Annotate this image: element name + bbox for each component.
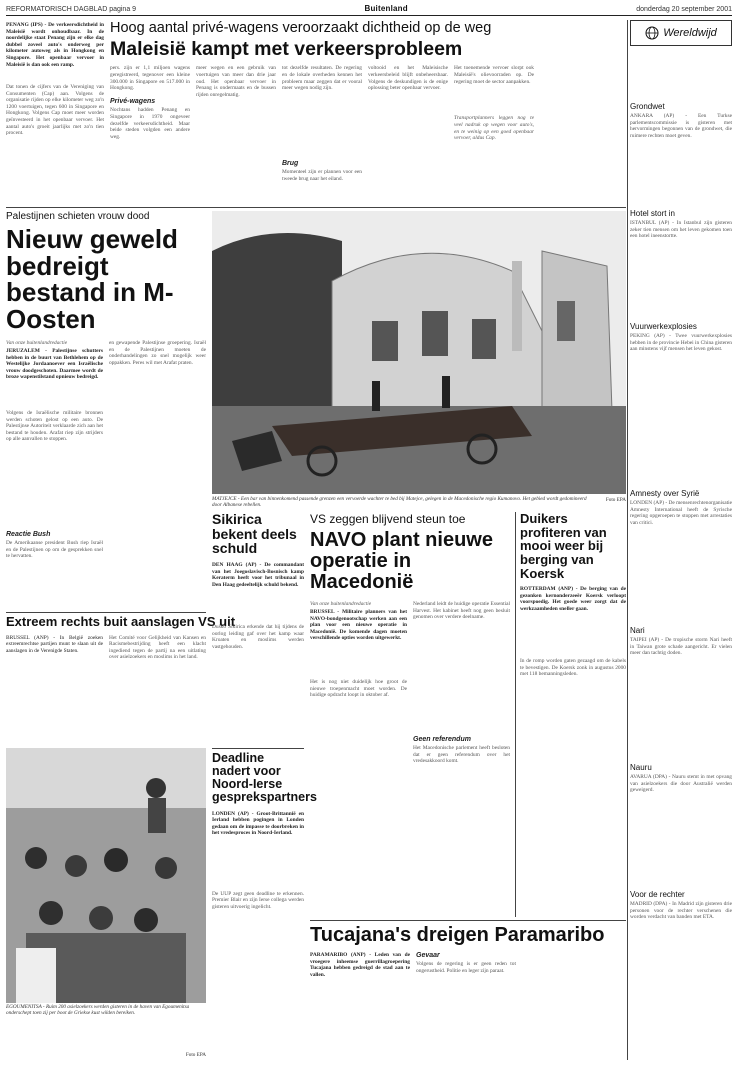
article-body: meer wegen en een gebruik van voertuigen van meer dan drie jaar oud. Het openbaar vervoer in Penang is ondermaats en de bussen rijden onregelmatig. (196, 65, 276, 98)
section-title: Buitenland (364, 4, 408, 13)
article-body: De Amerikaanse president Bush riep Israël en de Palestijnen op om de gesprekken snel te hervatten. (6, 540, 103, 560)
page-header (6, 2, 732, 16)
article-body: Volgens de regering is er geen reden tot ongerustheid. Politie en leger zijn paraat. (416, 961, 516, 974)
article-body: Het is nog niet duidelijk hoe groot de nieuwe troepenmacht moet worden. De huidige opdracht loopt in oktober af. (310, 679, 407, 699)
article-sikirica (212, 512, 304, 744)
article-navo (310, 512, 510, 917)
article-kicker: VS zeggen blijvend steun toe (310, 512, 466, 526)
wereldwijd-item-text: MADRID (DPA) - In Madrid zijn gisteren drie personen voor de rechter verschenen die worden verdacht van banden met ETA. (630, 901, 732, 921)
page-date: donderdag 20 september 2001 (636, 6, 732, 13)
article-deadline (212, 751, 317, 1052)
article-headline: Duikers profiteren van mooi weer bij berging van Koersk (520, 511, 607, 581)
main-photo-caption-block (212, 495, 626, 509)
article-body: In de romp worden gaten gezaagd om de kabels te bevestigen. De Koersk zonk in augustus 2000 met 118 bemanningsleden. (520, 658, 626, 678)
article-headline: Extreem rechts buit aanslagen VS uit (6, 614, 236, 629)
article-subhead: Brug (282, 160, 299, 168)
article-body: pers. zijn er 1,1 miljoen wagens geregistreerd, tegenover een kleine 300.000 in Singapore en 517.000 in Hongkong. (110, 65, 190, 92)
article-headline: Deadline nadert voor Noord-Ierse gesprekspartners (212, 751, 317, 805)
wereldwijd-item-head: Grondwet (630, 102, 665, 111)
article-byline: Van onze buitenlandredactie (6, 340, 68, 347)
traffic-intro-lead: PENANG (IPS) - De verkeersdichtheid in Maleisië wordt onhoudbaar. In de noordelijke staat Penang zijn er elke dag dubbel zoveel auto's onderweg per kilometer autoweg als in Hongkong en Singapore. Het openbaar vervoer in Maleisië is dan ook een ramp. (6, 22, 104, 68)
divider (212, 748, 304, 749)
wereldwijd-item (630, 102, 732, 203)
photo-credit: Foto EPA (605, 497, 626, 503)
article-koersk (520, 512, 626, 917)
asylum-photo-image (6, 748, 206, 1003)
article-lead: ROTTERDAM (ANP) - De berging van de gezonken kernonderzeeër Koersk verloopt voorspoedig. Het goede weer zorgt dat de werkzaamheden sneller gaan. (520, 586, 626, 612)
article-body: en gewapende Palestijnse groepering. Israël en de Palestijnen moeten de onderhandelingen zo snel mogelijk weer oppakken. Peres wil met Arafat praten. (109, 340, 206, 366)
main-photo (212, 211, 626, 494)
article-body: Momenteel zijn er plannen voor een tweede brug naar het eiland. (282, 169, 362, 183)
wereldwijd-item (630, 489, 732, 620)
article-paramaribo (310, 925, 626, 1060)
article-body: Nederland leidt de huidige operatie Essential Harvest. Het kabinet heeft nog geen besluit genomen over verdere deelname. (413, 601, 510, 621)
article-subhead: Privé-wagens (110, 98, 156, 106)
wereldwijd-spacer (630, 46, 732, 96)
wereldwijd-item (630, 209, 732, 316)
wereldwijd-item-text: TAIPEI (AP) - De tropische storm Nari heeft in Taiwan grote schade aangericht. Er vielen meer dan tachtig doden. (630, 637, 732, 657)
asylum-photo (6, 748, 206, 1003)
main-photo-image (212, 211, 626, 494)
wereldwijd-item-head: Hotel stort in (630, 209, 675, 218)
article-headline: Maleisië kampt met verkeersprobleem (110, 38, 463, 60)
divider (627, 20, 628, 1060)
publication-label: REFORMATORISCH DAGBLAD pagina 9 (6, 6, 137, 13)
article-headline: Sikirica bekent deels schuld (212, 511, 297, 557)
wereldwijd-title: Wereldwijd (663, 27, 717, 39)
article-traffic (110, 20, 625, 210)
article-lead: LONDEN (AP) - Groot-Brittannië en Ierland hebben pogingen in Londen gedaan om de impasse te doorbreken in het vredesproces in Noord-Ierland. (212, 810, 304, 837)
wereldwijd-column (630, 20, 732, 1060)
article-body: Het Macedonische parlement heeft besloten dat er geen referendum over het vredesakkoord komt. (413, 745, 510, 765)
article-subhead: Reactie Bush (6, 531, 51, 539)
article-body: Nochtans hadden Penang en Singapore in 1970 ongeveer dezelfde verkeersdichtheid. Maar beide steden volgden een andere weg. (110, 107, 190, 140)
divider (6, 612, 206, 613)
article-subhead: Geen referendum (413, 736, 471, 743)
article-quote: Transportplanners leggen nog te veel nadruk op wegen voor auto's, en te weinig op een goed openbaar vervoer, aldus Cap. (454, 115, 534, 142)
wereldwijd-item-text: ISTANBUL (AP) - In Istanbul zijn gisteren zeker tien mensen om het leven gekomen toen een hotel ineenstortte. (630, 220, 732, 240)
wereldwijd-item-head: Amnesty over Syrië (630, 489, 700, 498)
article-body: Het Comité voor Gelijkheid van Kansen en Racismebestrijding heeft een klacht ingediend tegen de partij na een uitlating over asielzoekers en moslims in het land. (109, 634, 206, 661)
article-lead: DEN HAAG (AP) - De commandant van het Joegoslavisch-Bosnisch kamp Keraterm heeft voor het tribunaal in Den Haag gedeeltelijk schuld bekend. (212, 562, 304, 588)
photo-credit: Foto EPA (185, 1052, 206, 1058)
article-body: voltooid en het Maleisische verkeersbeleid blijft onbeheersbaar. Volgens de deskundigen is de enige oplossing beter openbaar vervoer. (368, 65, 448, 92)
divider (310, 920, 626, 921)
wereldwijd-item-head: Nari (630, 626, 645, 635)
wereldwijd-item (630, 322, 732, 483)
article-kicker: Palestijnen schieten vrouw dood (6, 211, 150, 222)
globe-icon (645, 26, 659, 40)
photo-caption: EGOUMENITSA - Ruim 200 asielzoekers werden gisteren in de haven van Egoumenitsa onderschept toen zij per boot de Griekse kust wilden bereiken. (6, 1004, 190, 1017)
article-lead: JERUZALEM - Palestijnse schutters hebben in de buurt van Bethlehem op de Westelijke Jordaanoever een Israëlische vrouw doodgeschoten. Daarmee wordt de broze wapenstilstand opnieuw bedreigd. (6, 348, 103, 381)
article-lead: BRUSSEL - Militaire planners van het NAVO-bondgenootschap werken aan een plan voor een nieuwe operatie in Macedonië. De komende dagen moeten verschillende opties worden uitgewerkt. (310, 609, 407, 642)
asylum-photo-caption-block (6, 1004, 206, 1062)
article-body: Duško Sikirica erkende dat hij tijdens de oorlog leiding gaf over het kamp waar Kroaten en moslims werden vastgehouden. (212, 624, 304, 650)
wereldwijd-item-text: PEKING (AP) - Twee vuurwerkexplosies hebben in de provincie Hebei in China gisteren aan minstens vijf mensen het leven gekost. (630, 333, 732, 353)
wereldwijd-item-text: ANKARA (AP) - Een Turkse parlementscommissie is gisteren met hervormingen begonnen van de grondwet, die ruimere rechten moet geven. (630, 113, 732, 139)
wereldwijd-item-head: Nauru (630, 763, 652, 772)
wereldwijd-item-text: LONDEN (AP) - De mensenrechtenorganisatie Amnesty International heeft de Syrische regering opgeroepen te stoppen met arrestaties van critici. (630, 500, 732, 526)
article-subhead: Gevaar (416, 952, 440, 959)
wereldwijd-item-head: Vuurwerkexplosies (630, 322, 697, 331)
photo-caption: MATJEJCE - Een bar van binnenkomend passende grenzen een vervoerde wachter te bed bij Matejce, gelegen in de Macedonische regio Kumanovo. Het gebied wordt gedomineerd door Albanese rebellen. (212, 495, 587, 508)
traffic-intro-column (6, 22, 104, 207)
wereldwijd-item (630, 890, 732, 1051)
article-kicker: Hoog aantal privé-wagens veroorzaakt dichtheid op de weg (110, 20, 492, 36)
article-body: tot dezelfde resultaten. De regering en de lokale overheden kennen het probleem maar zeggen dat er vooral meer wegen nodig zijn. (282, 65, 362, 92)
wereldwijd-item-head: Voor de rechter (630, 890, 685, 899)
article-lead: PARAMARIBO (ANP) - Leden van de vroegere inheemse guerrillagroepering Tucajana hebben gedreigd de stad aan te vallen. (310, 952, 410, 978)
article-body: De UUP zegt geen deadline te erkennen. Premier Blair en zijn Ierse collega werden gisteren uitvoerig ingelicht. (212, 890, 304, 910)
wereldwijd-item-text: AVARUA (DPA) - Nauru stemt in met opvang van asielzoekers die door Australië werden geweigerd. (630, 774, 732, 794)
divider (6, 207, 626, 208)
wereldwijd-logo (630, 20, 732, 46)
article-headline: Tucajana's dreigen Paramaribo (310, 924, 605, 946)
article-body: Het toenemende vervoer slorpt ook Maleisië's olievoorraden op. De regering moet de sector aanpakken. (454, 65, 534, 85)
article-lead: BRUSSEL (ANP) - In België zoeken extreemrechtse partijen munt te slaan uit de aanslagen in de Verenigde Staten. (6, 634, 103, 654)
divider (515, 512, 516, 917)
wereldwijd-item (630, 626, 732, 757)
article-asylum (6, 614, 236, 745)
article-headline: NAVO plant nieuwe operatie in Macedonië (310, 529, 493, 593)
traffic-intro-body: Dat tonen de cijfers van de Vereniging van Consumenten (Cap) aan. Volgens de organisatie rijden op elke kilometer weg zo'n 1200 voertuigen, tegen 600 in Singapore en Hongkong. Volgens Cap moet meer worden geïnvesteerd in het openbaar vervoer. Het aantal auto's groeit jaarlijks met zo'n tien procent. (6, 84, 104, 137)
article-body: Volgens de Israëlische militaire bronnen werden schoten gelost op een auto. De Palestijnse Autoriteit verklaarde zich aan het bestand te houden. Arafat riep zijn strijders op alle aanvallen te stoppen. (6, 410, 103, 443)
article-byline: Van onze buitenlandredactie (310, 601, 372, 607)
article-palestina (6, 211, 206, 611)
wereldwijd-item (630, 763, 732, 884)
article-headline: Nieuw geweld bedreigt bestand in M-Oosten (6, 224, 178, 334)
